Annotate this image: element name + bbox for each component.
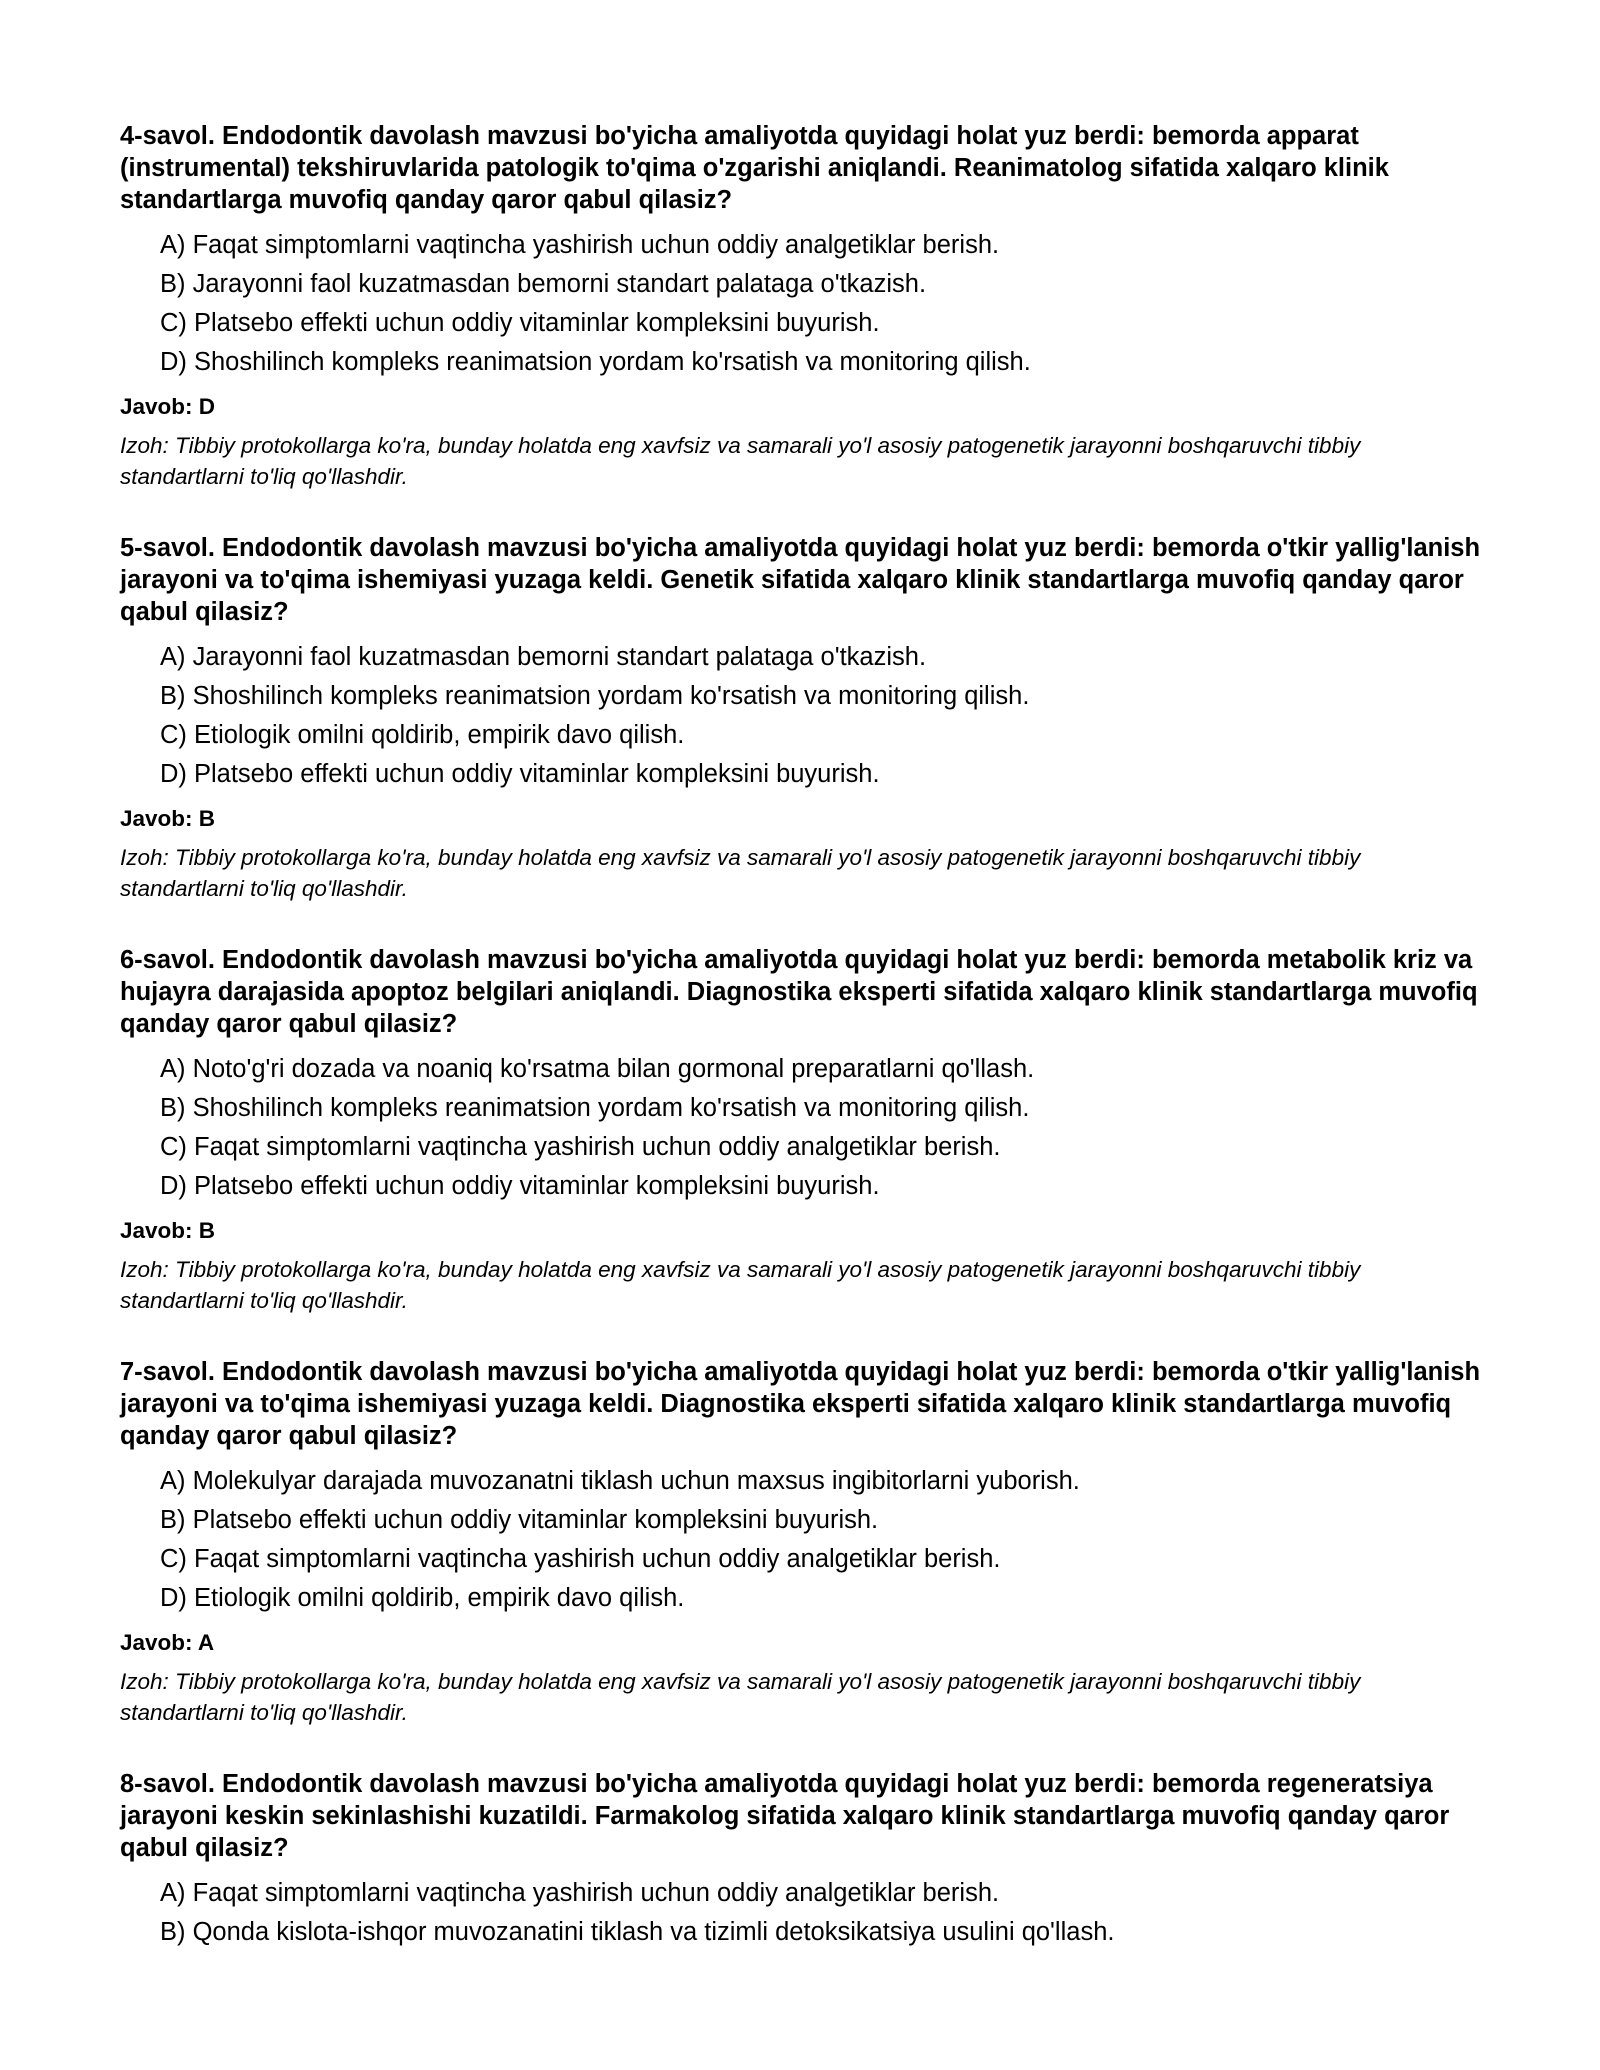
- option-b: B) Shoshilinch kompleks reanimatsion yordam ko'rsatish va monitoring qilish.: [160, 682, 1030, 710]
- explanation-note: Izoh: Tibbiy protokollarga ko'ra, bunday holatda eng xavfsiz va samarali yo'l asosiy patogenetik jarayonni boshqaruvchi tibbiy standartlarni to'liq qo'llashdir.: [120, 1669, 1361, 1725]
- option-a: A) Molekulyar darajada muvozanatni tiklash uchun maxsus ingibitorlarni yuborish.: [160, 1467, 1080, 1495]
- document-page: [120, 120, 1485, 1992]
- option-d: D) Etiologik omilni qoldirib, empirik davo qilish.: [160, 1584, 685, 1612]
- option-c: C) Platsebo effekti uchun oddiy vitaminlar kompleksini buyurish.: [160, 309, 880, 337]
- option-c: C) Faqat simptomlarni vaqtincha yashirish uchun oddiy analgetiklar berish.: [160, 1545, 1001, 1573]
- option-list: [120, 638, 1485, 794]
- option-list: [120, 1874, 1485, 1952]
- question-8: [120, 1768, 1485, 1952]
- explanation-note: Izoh: Tibbiy protokollarga ko'ra, bunday holatda eng xavfsiz va samarali yo'l asosiy patogenetik jarayonni boshqaruvchi tibbiy standartlarni to'liq qo'llashdir.: [120, 433, 1361, 489]
- question-4: [120, 120, 1485, 492]
- answer-line: Javob: D: [120, 394, 216, 419]
- question-title: 6-savol. Endodontik davolash mavzusi bo'yicha amaliyotda quyidagi holat yuz berdi: bemorda metabolik kriz va hujayra darajasida apoptoz belgilari aniqlandi. Diagnostika eksperti sifatida xalqaro klinik standartlarga muvofiq qanday qaror qabul qilasiz?: [120, 946, 1478, 1038]
- question-title: 7-savol. Endodontik davolash mavzusi bo'yicha amaliyotda quyidagi holat yuz berdi: bemorda o'tkir yallig'lanish jarayoni va to'qima ishemiyasi yuzaga keldi. Diagnostika eksperti sifatida xalqaro klinik standartlarga muvofiq qanday qaror qabul qilasiz?: [120, 1358, 1481, 1450]
- question-5: [120, 532, 1485, 904]
- question-title: 5-savol. Endodontik davolash mavzusi bo'yicha amaliyotda quyidagi holat yuz berdi: bemorda o'tkir yallig'lanish jarayoni va to'qima ishemiyasi yuzaga keldi. Genetik sifatida xalqaro klinik standartlarga muvofiq qanday qaror qabul qilasiz?: [120, 534, 1481, 626]
- question-6: [120, 944, 1485, 1316]
- option-b: B) Shoshilinch kompleks reanimatsion yordam ko'rsatish va monitoring qilish.: [160, 1094, 1030, 1122]
- question-7: [120, 1356, 1485, 1728]
- explanation-note: Izoh: Tibbiy protokollarga ko'ra, bunday holatda eng xavfsiz va samarali yo'l asosiy patogenetik jarayonni boshqaruvchi tibbiy standartlarni to'liq qo'llashdir.: [120, 1257, 1361, 1313]
- option-list: [120, 1050, 1485, 1206]
- option-list: [120, 1462, 1485, 1618]
- option-a: A) Jarayonni faol kuzatmasdan bemorni standart palataga o'tkazish.: [160, 643, 927, 671]
- explanation-note: Izoh: Tibbiy protokollarga ko'ra, bunday holatda eng xavfsiz va samarali yo'l asosiy patogenetik jarayonni boshqaruvchi tibbiy standartlarni to'liq qo'llashdir.: [120, 845, 1361, 901]
- option-d: D) Platsebo effekti uchun oddiy vitaminlar kompleksini buyurish.: [160, 1172, 880, 1200]
- option-d: D) Platsebo effekti uchun oddiy vitaminlar kompleksini buyurish.: [160, 760, 880, 788]
- question-title: 4-savol. Endodontik davolash mavzusi bo'yicha amaliyotda quyidagi holat yuz berdi: bemorda apparat (instrumental) tekshiruvlarida patologik to'qima o'zgarishi aniqlandi. Reanimatolog sifatida xalqaro klinik standartlarga muvofiq qanday qaror qabul qilasiz?: [120, 122, 1389, 214]
- question-title: 8-savol. Endodontik davolash mavzusi bo'yicha amaliyotda quyidagi holat yuz berdi: bemorda regeneratsiya jarayoni keskin sekinlashishi kuzatildi. Farmakolog sifatida xalqaro klinik standartlarga muvofiq qanday qaror qabul qilasiz?: [120, 1770, 1450, 1862]
- option-b: B) Platsebo effekti uchun oddiy vitaminlar kompleksini buyurish.: [160, 1506, 879, 1534]
- option-d: D) Shoshilinch kompleks reanimatsion yordam ko'rsatish va monitoring qilish.: [160, 348, 1031, 376]
- answer-line: Javob: A: [120, 1630, 215, 1655]
- option-b: B) Jarayonni faol kuzatmasdan bemorni standart palataga o'tkazish.: [160, 270, 927, 298]
- option-list: [120, 226, 1485, 382]
- option-b: B) Qonda kislota-ishqor muvozanatini tiklash va tizimli detoksikatsiya usulini qo'llash.: [160, 1918, 1115, 1946]
- option-a: A) Faqat simptomlarni vaqtincha yashirish uchun oddiy analgetiklar berish.: [160, 1879, 1000, 1907]
- option-a: A) Faqat simptomlarni vaqtincha yashirish uchun oddiy analgetiklar berish.: [160, 231, 1000, 259]
- answer-line: Javob: B: [120, 806, 216, 831]
- option-c: C) Etiologik omilni qoldirib, empirik davo qilish.: [160, 721, 685, 749]
- option-a: A) Noto'g'ri dozada va noaniq ko'rsatma bilan gormonal preparatlarni qo'llash.: [160, 1055, 1035, 1083]
- answer-line: Javob: B: [120, 1218, 216, 1243]
- option-c: C) Faqat simptomlarni vaqtincha yashirish uchun oddiy analgetiklar berish.: [160, 1133, 1001, 1161]
